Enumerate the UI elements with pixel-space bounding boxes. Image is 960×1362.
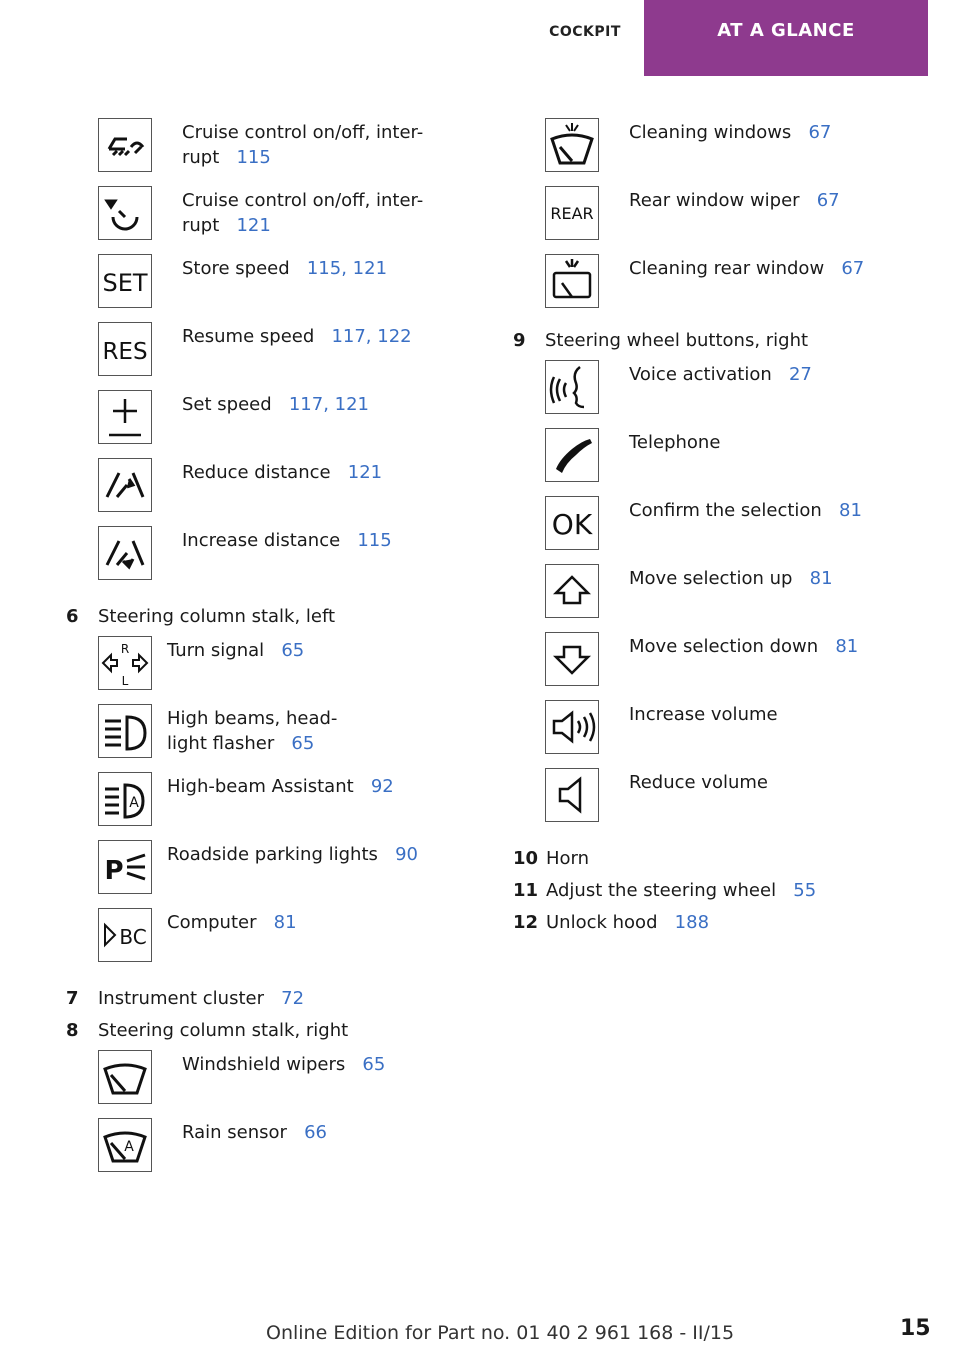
item-text [546, 878, 816, 903]
page-ref-link[interactable]: 115 [236, 147, 271, 168]
item-label: Cleaning windows [629, 122, 792, 143]
volume-up-icon [545, 700, 599, 754]
chapter-tab[interactable] [644, 0, 928, 76]
numbered-item [513, 878, 913, 910]
page-ref-link[interactable]: 121 [347, 462, 383, 483]
page-ref-link[interactable]: 188 [674, 912, 710, 933]
right-column [513, 118, 913, 942]
item-label: Reduce distance [182, 462, 331, 483]
reduce-distance-icon [98, 458, 152, 512]
item-label: Move selection down [629, 636, 819, 657]
item-label: Adjust the steering wheel [546, 880, 777, 901]
item-text [546, 910, 709, 935]
svg-text:A: A [124, 1139, 134, 1155]
svg-text:L: L [121, 674, 129, 688]
page-ref-link[interactable]: 65 [281, 640, 305, 661]
page-ref-link[interactable]: 81 [839, 500, 862, 521]
item-text [167, 706, 337, 756]
svg-text:SET: SET [102, 269, 148, 297]
rear-icon [545, 186, 599, 240]
list-item [545, 768, 945, 836]
page-ref-link[interactable]: 92 [370, 776, 394, 797]
item-label: Cruise control on/off, inter- [182, 190, 424, 211]
item-text [182, 1120, 327, 1145]
numbered-item [66, 986, 466, 1018]
list-item [98, 908, 498, 976]
numbered-item [66, 1018, 466, 1050]
group9-list [545, 360, 945, 836]
item-text [629, 120, 831, 145]
increase-distance-icon [98, 526, 152, 580]
page-ref-link[interactable]: 65 [362, 1054, 386, 1075]
item-text [629, 498, 862, 523]
list-item [545, 632, 945, 700]
item-text [629, 634, 858, 659]
phone-icon [545, 428, 599, 482]
list-item [98, 390, 498, 458]
item-text [629, 362, 812, 387]
page-ref-link[interactable]: 67 [808, 122, 832, 143]
item-number: 11 [513, 880, 539, 901]
item-label: High-beam Assistant [167, 776, 354, 797]
item-text [167, 910, 297, 935]
page-ref-link[interactable]: 65 [291, 733, 315, 754]
page-ref-link[interactable]: 67 [816, 190, 840, 211]
item-label: Roadside parking lights [167, 844, 378, 865]
svg-text:REAR: REAR [550, 204, 594, 223]
item-text [182, 460, 382, 485]
item-label-cont: rupt [182, 215, 220, 236]
item-label-cont: light flasher [167, 733, 275, 754]
ok-icon [545, 496, 599, 550]
item-label: Telephone [629, 432, 721, 453]
item-text [629, 430, 720, 455]
item-text [182, 528, 392, 553]
item-text [182, 120, 423, 170]
list-item [98, 1118, 498, 1186]
high-beam-assistant-icon [98, 772, 152, 826]
page-ref-link[interactable]: 72 [281, 988, 305, 1009]
item-number: 6 [66, 606, 79, 627]
item-text [629, 702, 778, 727]
list-item [545, 254, 945, 322]
item-label: Windshield wipers [182, 1054, 346, 1075]
page-ref-link[interactable]: 121 [236, 215, 271, 236]
item-label-cont: rupt [182, 147, 220, 168]
arrow-up-icon [545, 564, 599, 618]
item-text [629, 566, 833, 591]
item-text [167, 638, 304, 663]
item-number: 9 [513, 330, 526, 351]
chapter-tab-label: AT A GLANCE [717, 20, 855, 41]
numbered-item [66, 604, 466, 636]
item-label: Instrument cluster [98, 988, 264, 1009]
list-item [98, 772, 498, 840]
plus-minus-icon [98, 390, 152, 444]
item-label: Horn [546, 848, 590, 869]
rear-washer-icon [545, 254, 599, 308]
item-label: Increase volume [629, 704, 778, 725]
item-label: Set speed [182, 394, 272, 415]
group6-list [98, 636, 498, 976]
list-item [545, 118, 945, 186]
item-label: Cruise control on/off, inter- [182, 122, 424, 143]
list-item [545, 700, 945, 768]
parking-lights-icon [98, 840, 152, 894]
item-label: Steering column stalk, left [98, 606, 336, 627]
item-label: Reduce volume [629, 772, 768, 793]
item-text [167, 842, 418, 867]
group8-list [98, 1050, 498, 1186]
cruise-control-icon [98, 118, 152, 172]
footer-edition: Online Edition for Part no. 01 40 2 961 168 - II/15 [266, 1322, 735, 1344]
list-item [98, 840, 498, 908]
item-text [98, 986, 304, 1011]
item-number: 10 [513, 848, 539, 869]
computer-bc-icon [98, 908, 152, 962]
wiper-icon [98, 1050, 152, 1104]
page-ref-link[interactable]: 117, 122 [331, 326, 412, 347]
list-item [545, 564, 945, 632]
item-label: High beams, head- [167, 708, 338, 729]
item-number: 12 [513, 912, 539, 933]
rain-sensor-icon [98, 1118, 152, 1172]
svg-text:P: P [104, 856, 124, 886]
svg-text:R: R [120, 642, 130, 656]
set-icon [98, 254, 152, 308]
item-text [182, 188, 423, 238]
item-label: Unlock hood [546, 912, 658, 933]
item-text [629, 188, 840, 213]
item-label: Increase distance [182, 530, 341, 551]
item-text [182, 324, 412, 349]
turn-signal-icon [98, 636, 152, 690]
list-item [545, 496, 945, 564]
item-number: 8 [66, 1020, 79, 1041]
group8b-list [545, 118, 945, 322]
page-ref-link[interactable]: 66 [304, 1122, 328, 1143]
page-ref-link[interactable]: 117, 121 [288, 394, 369, 415]
list-item [545, 360, 945, 428]
numbered-item [513, 846, 913, 878]
arrow-down-icon [545, 632, 599, 686]
list-item [98, 704, 498, 772]
item-label: Move selection up [629, 568, 793, 589]
item-label: Voice activation [629, 364, 772, 385]
item-label: Turn signal [167, 640, 265, 661]
item-number: 7 [66, 988, 79, 1009]
volume-down-icon [545, 768, 599, 822]
item-text [629, 770, 768, 795]
page-ref-link[interactable]: 81 [835, 636, 859, 657]
list-item [98, 254, 498, 322]
page-ref-link[interactable]: 115, 121 [306, 258, 388, 279]
item-label: Cleaning rear window [629, 258, 825, 279]
page-number: 15 [900, 1316, 931, 1341]
list-item [545, 186, 945, 254]
numbered-item [513, 328, 913, 360]
page-ref-link[interactable]: 81 [809, 568, 833, 589]
cruise-control-active-icon [98, 186, 152, 240]
item-text [629, 256, 864, 281]
item-label: Computer [167, 912, 257, 933]
svg-text:BC: BC [119, 925, 147, 949]
item-text [182, 256, 387, 281]
item-label: Steering column stalk, right [98, 1020, 349, 1041]
numbered-item [513, 910, 913, 942]
svg-text:RES: RES [102, 339, 148, 365]
page-ref-link[interactable]: 115 [357, 530, 392, 551]
item-text [182, 392, 369, 417]
list-item [98, 458, 498, 526]
page-ref-link[interactable]: 81 [273, 912, 297, 933]
svg-text:A: A [129, 795, 139, 811]
item-label: Resume speed [182, 326, 315, 347]
item-label: Store speed [182, 258, 290, 279]
list-item [98, 1050, 498, 1118]
group5-list [98, 118, 498, 594]
item-label: Steering wheel buttons, right [545, 330, 809, 351]
list-item [545, 428, 945, 496]
list-item [98, 322, 498, 390]
list-item [98, 636, 498, 704]
page-ref-link[interactable]: 55 [793, 880, 817, 901]
page-ref-link[interactable]: 27 [788, 364, 812, 385]
item-text [182, 1052, 385, 1077]
svg-text:OK: OK [551, 508, 593, 541]
list-item [98, 118, 498, 186]
item-label: Rear window wiper [629, 190, 800, 211]
voice-icon [545, 360, 599, 414]
high-beam-icon [98, 704, 152, 758]
item-label: Rain sensor [182, 1122, 287, 1143]
page-ref-link[interactable]: 67 [841, 258, 865, 279]
res-icon [98, 322, 152, 376]
page-ref-link[interactable]: 90 [395, 844, 418, 865]
item-label: Confirm the selection [629, 500, 822, 521]
left-column [66, 118, 466, 1186]
section-title: COCKPIT [549, 24, 621, 40]
list-item [98, 526, 498, 594]
item-text [167, 774, 394, 799]
list-item [98, 186, 498, 254]
washer-icon [545, 118, 599, 172]
